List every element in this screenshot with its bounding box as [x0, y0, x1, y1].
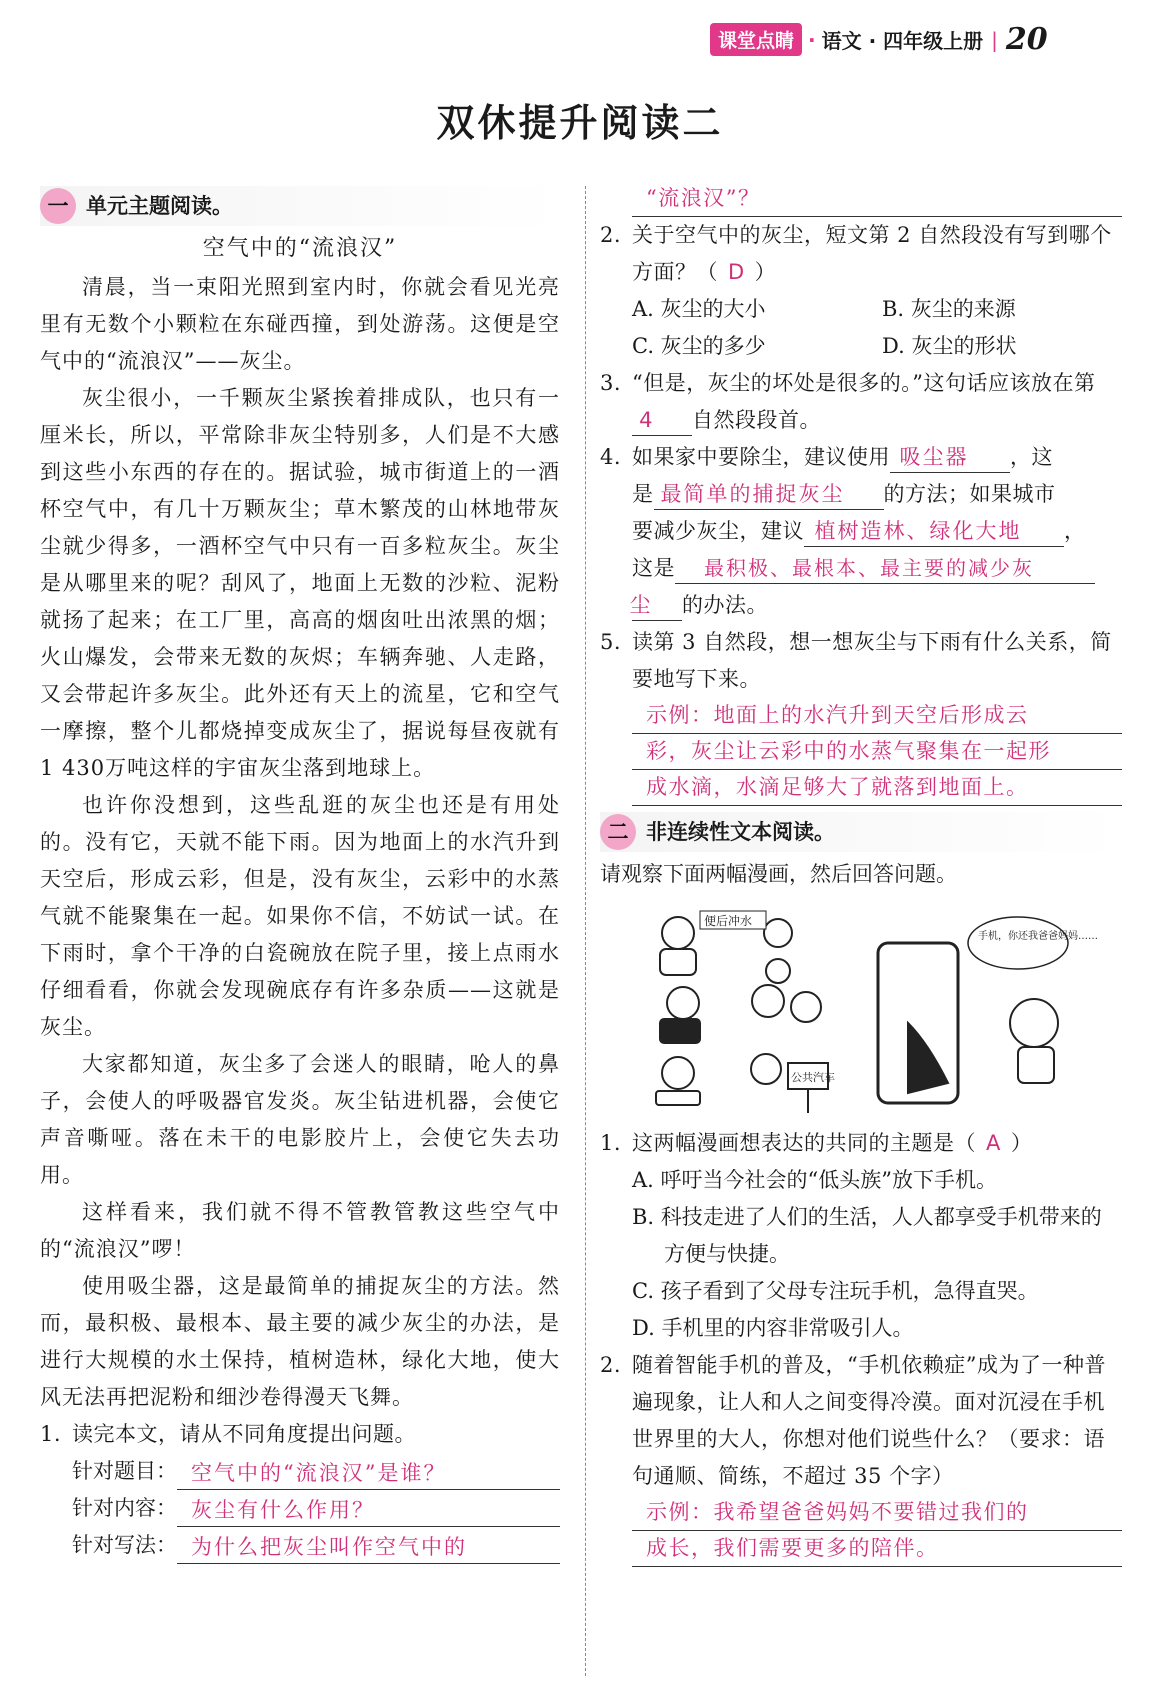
s2-q2-answer[interactable]: 示例：我希望爸爸妈妈不要错过我们的 成长，我们需要更多的陪伴。 — [632, 1495, 1122, 1567]
comic-speech-bubble — [968, 917, 1068, 969]
comic-figure-head — [662, 917, 694, 949]
section-2-number: 二 — [600, 814, 636, 850]
left-column — [40, 186, 560, 1564]
q4-answer-4[interactable]: 最积极、最根本、最主要的减少灰 — [675, 553, 1095, 584]
q4-answer-3[interactable]: 植树造林、绿化大地 — [804, 516, 1064, 547]
q1-answer-content[interactable]: 灰尘有什么作用？ — [177, 1494, 560, 1527]
comic-image — [638, 903, 1098, 1115]
section-1-label: 单元主题阅读。 — [86, 193, 233, 218]
q1-answer-title[interactable]: 空气中的“流浪汉”是谁？ — [177, 1457, 560, 1490]
q2-answer[interactable]: D — [728, 260, 745, 284]
comic-illustrations — [638, 903, 1098, 1115]
page-header — [710, 22, 1048, 57]
page-title: 双休提升阅读二 — [436, 101, 724, 145]
passage-title: 空气中的“流浪汉” — [202, 236, 398, 261]
section-2-label: 非连续性文本阅读。 — [646, 819, 835, 844]
q4-answer-2[interactable]: 最简单的捕捉灰尘 — [654, 479, 884, 510]
q3-answer[interactable]: 4 — [632, 405, 692, 436]
q1-row-content: 针对内容： 灰尘有什么作用？ — [72, 1490, 560, 1527]
header-divider: | — [991, 27, 998, 52]
q1-answer-writing[interactable]: 为什么把灰尘叫作空气中的 — [177, 1531, 560, 1564]
q1-row-writing: 针对写法： 为什么把灰尘叫作空气中的 — [72, 1527, 560, 1564]
column-divider — [585, 186, 586, 1676]
choice-b[interactable]: B. 灰尘的来源 — [882, 297, 1016, 321]
header-badge: 课堂点睛 — [710, 23, 802, 56]
choice-c[interactable]: C. 灰尘的多少 — [632, 334, 766, 358]
section-1-number: 一 — [40, 188, 76, 224]
s2-question-2: 2. 随着智能手机的普及，“手机依赖症”成为了一种普遍现象，让人和人之间变得冷漠。面对沉浸在手机世界里的大人，你想对他们说些什么？（要求：语句通顺、简练，不超过 35 个字） — [600, 1353, 1106, 1488]
comic-sign: 公共汽车 — [791, 1071, 835, 1084]
s2-q1-answer[interactable]: A — [986, 1131, 1001, 1155]
comic-bubble-1: 便后冲水 — [704, 914, 753, 928]
passage-paragraph-2: 灰尘很小，一千颗灰尘紧挨着排成队，也只有一厘米长，所以，平常除非灰尘特别多，人们是不大感到这些小东西的存在的。据试验，城市街道上的一酒杯空气中，有几十万颗灰尘；草木繁茂的山林地带灰尘就少得多，一酒杯空气中只有一百多粒灰尘。灰尘是从哪里来的呢？刮风了，地面上无数的沙粒、泥粉就扬了起来；在工厂里，高高的烟囱吐出浓黑的烟；火山爆发，会带来无数的灰烬；车辆奔驰、人走路，又会带起许多灰尘。此外还有天上的流星，它和空气一摩擦，整个儿都烧掉变成灰尘了，据说每昼夜就有1 430万吨这样的宇宙灰尘落到地球上。 — [40, 386, 560, 780]
section-2-heading — [600, 812, 1122, 852]
choice-d[interactable]: D. 灰尘的形状 — [882, 334, 1017, 358]
question-5: 5. 读第 3 自然段，想一想灰尘与下雨有什么关系，简要地写下来。 — [600, 630, 1112, 691]
right-column — [600, 181, 1122, 1567]
passage-paragraph-3: 也许你没想到，这些乱逛的灰尘也还是有用处的。没有它，天就不能下雨。因为地面上的水汽升到天空后，形成云彩，但是，没有灰尘，云彩中的水蒸气就不能聚集在一起。如果你不信，不妨试一试。在下雨时，拿个干净的白瓷碗放在院子里，接上点雨水仔细看看，你就会发现碗底存有许多杂质——这就是灰尘。 — [40, 793, 560, 1039]
q4-answer-1[interactable]: 吸尘器 — [890, 442, 1010, 473]
question-3: 3. “但是，灰尘的坏处是很多的。”这句话应该放在第4 自然段段首。 — [600, 365, 1122, 439]
passage-paragraph-6: 使用吸尘器，这是最简单的捕捉灰尘的方法。然而，最积极、最根本、最主要的减少灰尘的办法，是进行大规模的水土保持，植树造林，绿化大地，使大风无法再把泥粉和细沙卷得漫天飞舞。 — [40, 1274, 560, 1409]
q1-row-title: 针对题目： 空气中的“流浪汉”是谁？ — [72, 1453, 560, 1490]
q5-answer[interactable]: 示例：地面上的水汽升到天空后形成云 彩，灰尘让云彩中的水蒸气聚集在一起形 成水滴，水滴足够大了就落到地面上。 — [632, 698, 1122, 806]
s2-question-1: 1. 这两幅漫画想表达的共同的主题是（ A ） — [600, 1131, 1033, 1155]
section-2-intro: 请观察下面两幅漫画，然后回答问题。 — [600, 862, 957, 886]
q2-choices — [600, 291, 1122, 365]
header-subject: 语文 · 四年级上册 — [821, 29, 984, 53]
q1-answer-continued[interactable]: “流浪汉”？ — [632, 181, 1122, 217]
s2-choice-a[interactable]: A. 呼吁当今社会的“低头族”放下手机。 — [632, 1168, 997, 1192]
s2-choice-d[interactable]: D. 手机里的内容非常吸引人。 — [632, 1316, 914, 1340]
header-dot: · — [808, 27, 816, 52]
question-2: 2. 关于空气中的灰尘，短文第 2 自然段没有写到哪个方面？（ D ） — [600, 223, 1112, 284]
choice-a[interactable]: A. 灰尘的大小 — [632, 297, 766, 321]
q4-answer-4-cont[interactable]: 尘 — [632, 590, 682, 621]
comic-bubble-2: 手机，你还我爸爸妈妈…… — [978, 931, 1098, 942]
section-1-heading — [40, 186, 560, 226]
question-1: 1. 读完本文，请从不同角度提出问题。 — [40, 1422, 416, 1446]
s2-choice-c[interactable]: C. 孩子看到了父母专注玩手机，急得直哭。 — [632, 1279, 1039, 1303]
passage-paragraph-1: 清晨，当一束阳光照到室内时，你就会看见光亮里有无数个小颗粒在东碰西撞，到处游荡。这便是空气中的“流浪汉”——灰尘。 — [40, 275, 560, 373]
page-number: 20 — [1005, 22, 1048, 57]
s2-choice-b[interactable]: B. 科技走进了人们的生活，人人都享受手机带来的方便与快捷。 — [632, 1205, 1102, 1266]
question-4: 4. 如果家中要除尘，建议使用 吸尘器 ，这 是 最简单的捕捉灰尘 的方法；如果城市 要减少灰尘，建议 植树造林、绿化大地 ， 这是 最积极、最根本、最主要的减少灰 尘 的办法。 — [600, 439, 1122, 624]
passage-paragraph-5: 这样看来，我们就不得不管教管教这些空气中的“流浪汉”啰！ — [40, 1200, 560, 1261]
passage-paragraph-4: 大家都知道，灰尘多了会迷人的眼睛，呛人的鼻子，会使人的呼吸器官发炎。灰尘钻进机器，会使它声音嘶哑。落在未干的电影胶片上，会使它失去功用。 — [40, 1052, 560, 1187]
